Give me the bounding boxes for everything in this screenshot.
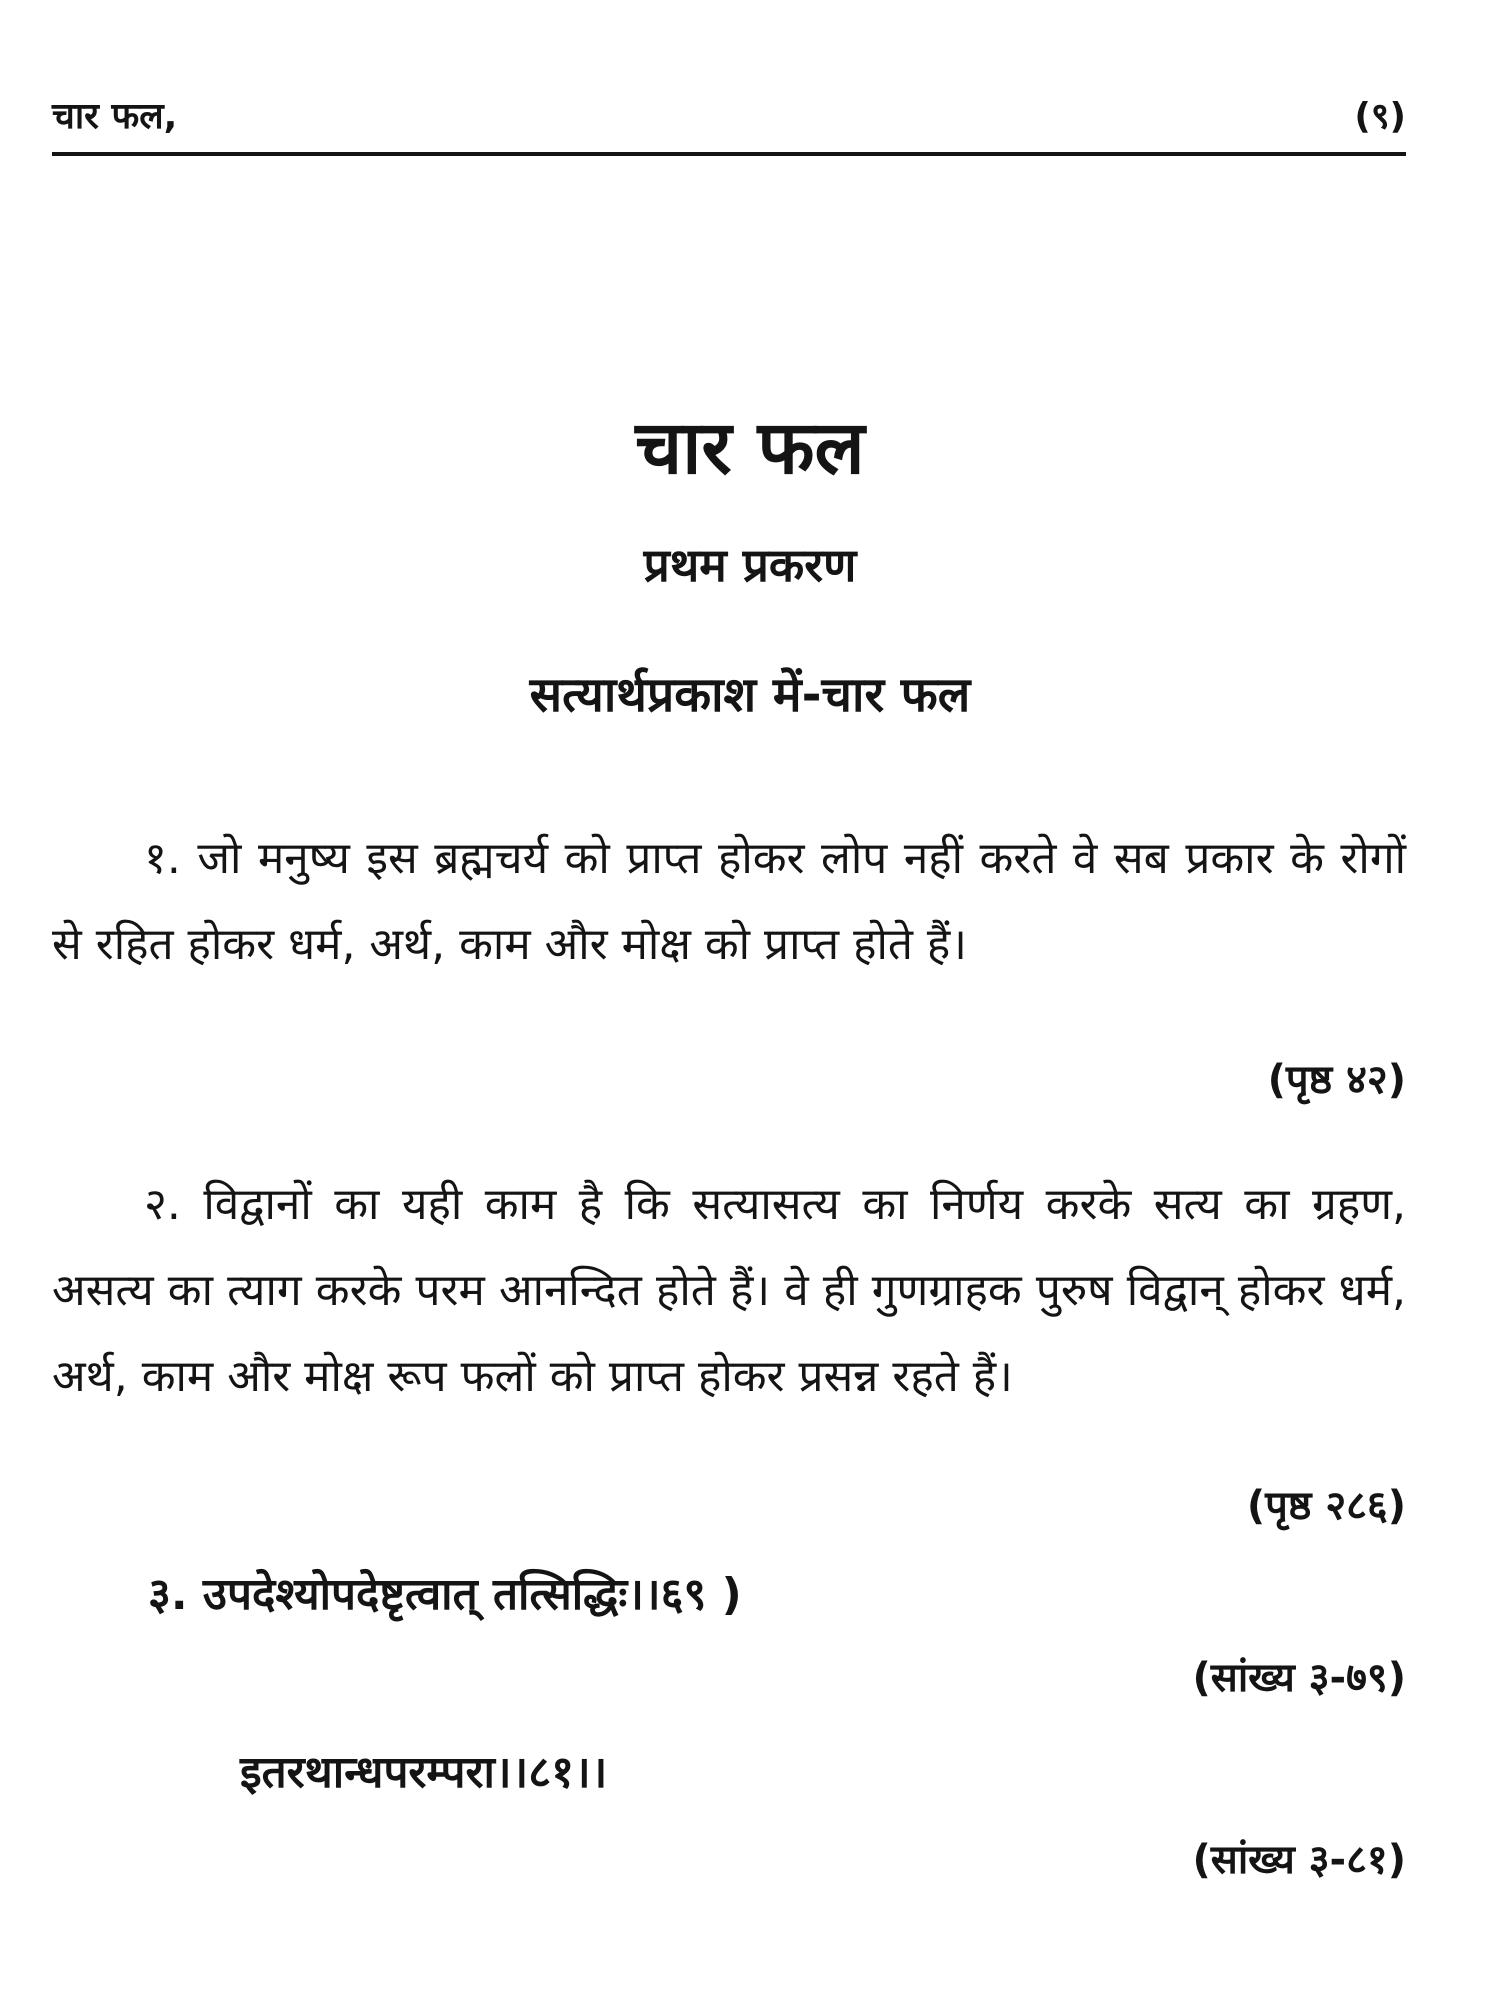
chapter-subtitle: प्रथम प्रकरण (643, 538, 857, 592)
section-heading: सत्यार्थप्रकाश में-चार फल (529, 667, 971, 723)
page-number: (९) (1354, 96, 1406, 137)
paragraph-1: १. जो मनुष्य इस ब्रह्मचर्य को प्राप्त होकर लोप नहीं करते वे सब प्रकार के रोगों से रहित होकर धर्म, अर्थ, काम और मोक्ष को प्राप्त होते हैं। (52, 833, 1406, 970)
paragraph-2: २. विद्वानों का यही काम है कि सत्यासत्य का निर्णय करके सत्य का ग्रहण, असत्य का त्याग करके परम आनन्दित होते हैं। वे ही गुणग्राहक पुरुष विद्वान् होकर धर्म, अर्थ, काम और मोक्ष रूप फलों को प्राप्त होकर प्रसन्न रहते हैं। (52, 1179, 1406, 1402)
running-title: चार फल, (52, 96, 178, 137)
citation-1: (पृष्ठ ४२) (1267, 1057, 1406, 1103)
citation-2: (पृष्ठ २८६) (1246, 1483, 1406, 1529)
sutra-1: ३. उपदेश्योपदेष्टृत्वात् तत्सिद्धिः।।६९ ) (148, 1569, 742, 1620)
chapter-title: चार फल (635, 405, 865, 491)
sutra-2: इतरथान्धपरम्परा।।८१।। (240, 1747, 608, 1798)
citation-4: (सांख्य ३-८१) (1192, 1837, 1406, 1883)
running-header (52, 92, 1406, 152)
citation-3: (सांख्य ३-७९) (1192, 1655, 1406, 1701)
header-rule (52, 152, 1406, 156)
